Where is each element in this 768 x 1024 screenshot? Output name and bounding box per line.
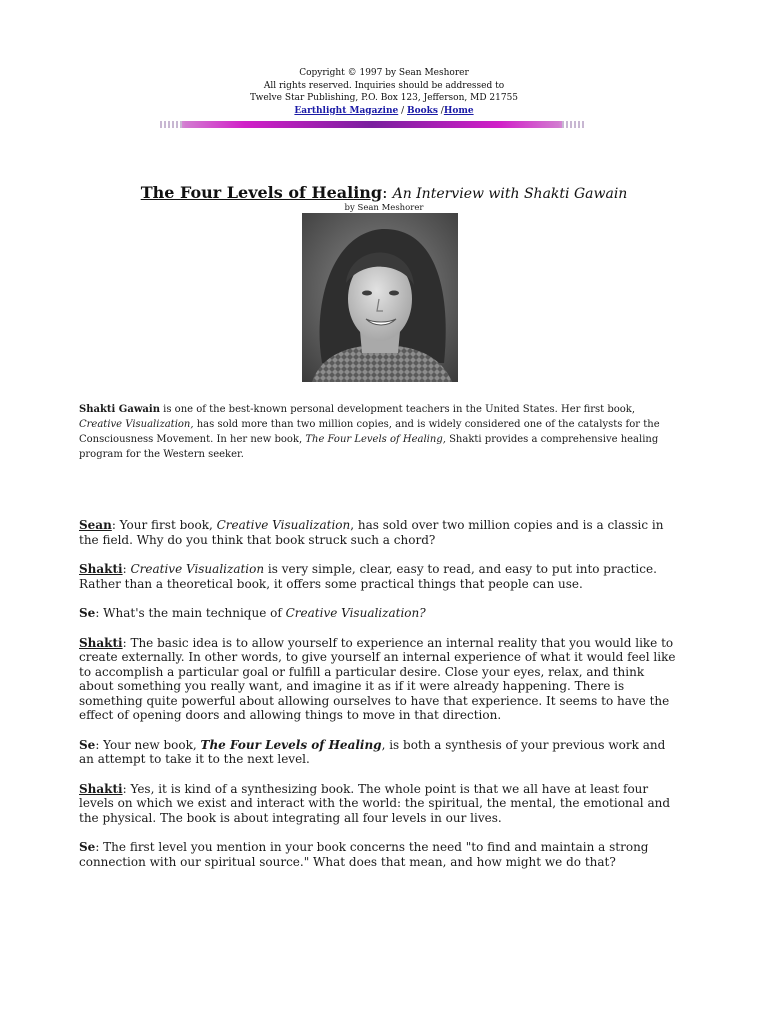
intro-text: has sold more than two million copies, and is widely considered one of the catalysts for the Consciousness Movement. In her new book, xyxy=(79,419,660,445)
rights-line: All rights reserved. Inquiries should be addressed to xyxy=(263,80,505,91)
address-line: Twelve Star Publishing, P.O. Box 123, Jefferson, MD 21755 xyxy=(249,93,519,103)
paragraph-text: The basic idea is to allow yourself to experience an internal reality that you would like to create externally. In other words, to give yourself an internal experience of what it would feel like to accomplish a particular goal or fulfill a particular desire. Close your eyes, relax, and think about something you really want, and imagine it as if it were already happening. There is something quite powerful about allowing ourselves to have that experience. It seems to have the effect of opening doors and allowing things to move in that direction. xyxy=(79,635,676,722)
paragraph-text: Yes, it is kind of a synthesizing book. The whole point is that we all have at least four levels on which we exist and interact with the world: the spiritual, the mental, the emotional and the physical. The book is about integrating all four levels in our lives. xyxy=(79,781,671,825)
paragraph-text: is very simple, clear, easy to read, and easy to put into practice. Rather than a theoretical book, it offers some practical things that people can use. xyxy=(79,562,657,591)
paragraph-text: The first level you mention in your book concerns the need "to find and maintain a strong connection with our spiritual source." What does that mean, and how might we do that? xyxy=(79,840,649,869)
link-separator: / xyxy=(437,105,444,116)
intro-name: Shakti Gawain xyxy=(79,404,160,415)
speaker-colon: : xyxy=(111,518,120,532)
paragraph-text: Your first book, xyxy=(119,518,217,532)
dialogue-paragraph xyxy=(79,840,679,869)
title-separator: : xyxy=(382,183,393,202)
paragraph-text: Your new book, xyxy=(103,737,201,752)
speaker-colon: : xyxy=(95,737,104,752)
book-title: Creative Visualization xyxy=(130,562,265,576)
paragraph-text: , is both a synthesis of your previous work and an attempt to take it to the next level. xyxy=(79,737,666,766)
paragraph-text: What's the main technique of xyxy=(103,606,286,620)
book-title: Creative Visualization xyxy=(216,518,351,532)
copyright-line: Copyright © 1997 by Sean Meshorer xyxy=(299,68,469,78)
interview-dialogue xyxy=(79,518,679,884)
copyright-notice xyxy=(0,67,768,117)
dialogue-paragraph xyxy=(79,606,679,621)
dialogue-paragraph xyxy=(79,738,679,767)
dialogue-paragraph xyxy=(79,562,679,591)
home-link[interactable]: Home xyxy=(443,105,474,116)
portrait-photo-icon xyxy=(302,213,458,382)
article-title xyxy=(0,183,768,202)
speaker-name: Se xyxy=(79,737,96,752)
dialogue-paragraph xyxy=(79,782,679,826)
title-main: The Four Levels of Healing xyxy=(140,183,383,202)
intro-text: Shakti provides a comprehensive healing program for the Western seeker. xyxy=(79,434,659,460)
title-subtitle: An Interview with Shakti Gawain xyxy=(392,186,628,202)
intro-book: The Four Levels of Healing, xyxy=(305,434,446,445)
speaker-colon: : xyxy=(122,781,131,796)
intro-book: Creative Visualization, xyxy=(79,419,194,430)
speaker-colon: : xyxy=(122,562,131,576)
speaker-colon: : xyxy=(95,606,104,620)
book-title: The Four Levels of Healing xyxy=(200,737,382,752)
speaker-name: Shakti xyxy=(79,635,123,650)
speaker-colon: : xyxy=(122,635,131,650)
link-separator: / xyxy=(398,105,407,116)
decorative-divider xyxy=(160,121,584,128)
byline: by Sean Meshorer xyxy=(344,203,424,213)
speaker-name: Sean xyxy=(79,518,112,532)
dialogue-paragraph xyxy=(79,518,679,547)
intro-text: is one of the best-known personal development teachers in the United States. Her first book, xyxy=(159,404,636,415)
nav-links xyxy=(0,105,768,118)
books-link[interactable]: Books xyxy=(407,105,438,116)
speaker-name: Se xyxy=(79,606,96,620)
speaker-colon: : xyxy=(95,840,104,854)
paragraph-text: , has sold over two million copies and is a classic in the field. Why do you think that book struck such a chord? xyxy=(79,518,664,547)
dialogue-paragraph xyxy=(79,636,679,723)
speaker-name: Shakti xyxy=(79,562,123,576)
intro-paragraph xyxy=(79,402,675,462)
speaker-name: Shakti xyxy=(79,781,123,796)
book-title: Creative Visualization? xyxy=(285,606,426,620)
speaker-name: Se xyxy=(79,840,96,854)
earthlight-magazine-link[interactable]: Earthlight Magazine xyxy=(294,105,399,116)
